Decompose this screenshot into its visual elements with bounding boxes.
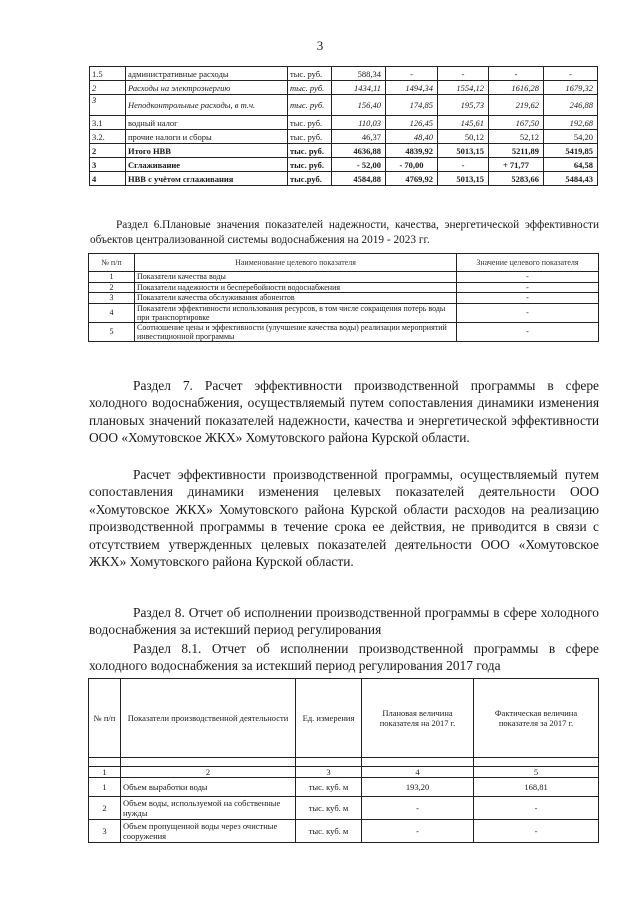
row-fact: 168,81 [474, 778, 599, 797]
header-value: Значение целевого показателя [457, 254, 599, 272]
header-no: № п/п [89, 679, 121, 758]
row-name: Объем выработки воды [121, 778, 296, 797]
row-value: - [457, 303, 599, 322]
row-unit: тыс. руб. [288, 116, 332, 130]
value-2022: 219,62 [489, 95, 544, 116]
row-value: - [457, 282, 599, 293]
value-2022: + 71,77 [489, 158, 544, 172]
column-number: 5 [474, 767, 599, 778]
row-name: прочие налоги и сборы [126, 130, 288, 144]
value-2022: - [489, 67, 544, 81]
section-8-heading: Раздел 8. Отчет об исполнении производственной программы в сфере холодного водоснабжения за истекший период регулирования [89, 605, 599, 638]
row-name: Объем воды, используемой на собственные нужды [121, 797, 296, 820]
value-2023: 246,88 [544, 95, 598, 116]
table-row [89, 797, 599, 820]
header-no: № п/п [89, 254, 135, 272]
value-2019: 156,40 [332, 95, 386, 116]
row-number: 3 [90, 158, 126, 172]
value-2023: 5484,43 [544, 172, 598, 186]
row-number: 2 [90, 81, 126, 95]
table-row [90, 95, 598, 116]
value-2023: 1679,32 [544, 81, 598, 95]
row-name: административные расходы [126, 67, 288, 81]
row-unit: тыс. руб. [288, 144, 332, 158]
column-numbers-row [89, 767, 599, 778]
row-number: 1.5 [90, 67, 126, 81]
row-name: водный налог [126, 116, 288, 130]
header-plan: Плановая величина показателя на 2017 г. [362, 679, 474, 758]
table-row [90, 116, 598, 130]
row-value: - [457, 293, 599, 304]
row-name: Итого НВВ [126, 144, 288, 158]
row-name: Сглаживание [126, 158, 288, 172]
value-2021: 5013,15 [438, 144, 489, 158]
table-row [90, 144, 598, 158]
table-row [89, 293, 599, 304]
row-name: Неподконтрольные расходы, в т.ч. [126, 95, 288, 116]
value-2020: - 70,00 [386, 158, 438, 172]
header-fact: Фактическая величина показателя за 2017 г. [474, 679, 599, 758]
table-row [89, 322, 599, 341]
row-number: 5 [89, 322, 135, 341]
header-name: Наименование целевого показателя [135, 254, 457, 272]
row-plan: - [362, 797, 474, 820]
row-number: 1 [89, 272, 135, 283]
value-2019: 1434,11 [332, 81, 386, 95]
row-number: 2 [89, 282, 135, 293]
row-plan: 193,20 [362, 778, 474, 797]
row-number: 3.2. [90, 130, 126, 144]
production-report-table [88, 678, 599, 843]
row-fact: - [474, 797, 599, 820]
table-row [90, 130, 598, 144]
value-2023: 5419,85 [544, 144, 598, 158]
value-2023: 54,20 [544, 130, 598, 144]
section-7-text: Расчет эффективности производственной программы, осуществляемый путем сопоставления динамики изменения целевых показателей деятельности ООО «Хомутовское ЖКХ» Хомутовского района Курской области расходов на реализацию производственной программы в течение срока ее действия, не приводится в связи с отсутствием утвержденных целевых показателей деятельности ООО «Хомутовское ЖКХ» Хомутовского района Курской области. [89, 467, 599, 570]
row-value: - [457, 272, 599, 283]
value-2020: 4769,92 [386, 172, 438, 186]
value-2019: 46,37 [332, 130, 386, 144]
row-number: 2 [89, 797, 121, 820]
row-number: 3 [89, 820, 121, 843]
column-number: 1 [89, 767, 121, 778]
value-2021: 145,61 [438, 116, 489, 130]
table-header-row [89, 679, 599, 758]
value-2020: 126,45 [386, 116, 438, 130]
value-2021: 1554,12 [438, 81, 489, 95]
value-2019: 4584,88 [332, 172, 386, 186]
table-header-row [89, 254, 599, 272]
target-indicators-table [88, 253, 599, 342]
value-2020: 48,40 [386, 130, 438, 144]
column-number: 4 [362, 767, 474, 778]
row-name: Показатели качества воды [135, 272, 457, 283]
value-2023: - [544, 67, 598, 81]
row-number: 3 [89, 293, 135, 304]
spacer-row [89, 758, 599, 767]
row-name: Соотношение цены и эффективности (улучшение качества воды) реализации мероприятий инвестиционной программы [135, 322, 457, 341]
table-row [90, 158, 598, 172]
row-number: 4 [89, 303, 135, 322]
page-number: 3 [316, 38, 324, 53]
row-unit: тыс. руб. [288, 158, 332, 172]
row-fact: - [474, 820, 599, 843]
value-2022: 5211,89 [489, 144, 544, 158]
row-plan: - [362, 820, 474, 843]
value-2021: - [438, 158, 489, 172]
table-row [89, 820, 599, 843]
row-number: 3 [90, 95, 126, 116]
header-name: Показатели производственной деятельности [121, 679, 296, 758]
value-2023: 64,58 [544, 158, 598, 172]
row-name: Объем пропущенной воды через очистные сооружения [121, 820, 296, 843]
row-unit: тыс. руб. [288, 95, 332, 116]
row-value: - [457, 322, 599, 341]
value-2021: - [438, 67, 489, 81]
row-unit: тыс. руб. [288, 81, 332, 95]
row-name: Показатели качества обслуживания абонентов [135, 293, 457, 304]
section-7-heading: Раздел 7. Расчет эффективности производственной программы в сфере холодного водоснабжения, осуществляемый путем сопоставления динамики изменения плановых значений показателей надежности, качества и энергетической эффективности ООО «Хомутовское ЖКХ» Хомутовского района Курской области. [89, 378, 599, 446]
value-2023: 192,68 [544, 116, 598, 130]
column-number: 3 [296, 767, 362, 778]
row-number: 1 [89, 778, 121, 797]
value-2020: 1494,34 [386, 81, 438, 95]
row-number: 4 [90, 172, 126, 186]
table-row [89, 778, 599, 797]
row-unit: тыс. руб. [288, 67, 332, 81]
section-6-heading: Раздел 6.Плановые значения показателей надежности, качества, энергетической эффективности объектов централизованной системы водоснабжения на 2019 - 2023 гг. [90, 219, 599, 246]
row-name: Показатели эффективности использования ресурсов, в том числе сокращения потерь воды при транспортировке [135, 303, 457, 322]
row-name: Показатели надежности и бесперебойности водоснабжения [135, 282, 457, 293]
row-name: НВВ с учётом сглаживания [126, 172, 288, 186]
value-2021: 195,73 [438, 95, 489, 116]
table-row [90, 67, 598, 81]
row-number: 3.1 [90, 116, 126, 130]
row-unit: тыс. руб. [288, 130, 332, 144]
table-row [89, 272, 599, 283]
value-2022: 52,12 [489, 130, 544, 144]
value-2019: 588,34 [332, 67, 386, 81]
column-number: 2 [121, 767, 296, 778]
value-2019: 110,03 [332, 116, 386, 130]
row-unit: тыс. куб. м [296, 778, 362, 797]
value-2022: 5283,66 [489, 172, 544, 186]
row-unit: тыс.руб. [288, 172, 332, 186]
row-name: Расходы на электроэнергию [126, 81, 288, 95]
value-2022: 1616,28 [489, 81, 544, 95]
value-2021: 50,12 [438, 130, 489, 144]
value-2021: 5013,15 [438, 172, 489, 186]
value-2022: 167,50 [489, 116, 544, 130]
value-2020: 4839,92 [386, 144, 438, 158]
table-row [90, 81, 598, 95]
header-unit: Ед. измерения [296, 679, 362, 758]
table-row [89, 282, 599, 293]
table-row [89, 303, 599, 322]
value-2020: - [386, 67, 438, 81]
row-unit: тыс. куб. м [296, 797, 362, 820]
value-2020: 174,85 [386, 95, 438, 116]
value-2019: 4636,88 [332, 144, 386, 158]
row-number: 2 [90, 144, 126, 158]
section-8-1-heading: Раздел 8.1. Отчет об исполнении производственной программы в сфере холодного водоснабжения за истекший период регулирования 2017 года [89, 641, 599, 674]
table-row [90, 172, 598, 186]
value-2019: - 52,00 [332, 158, 386, 172]
row-unit: тыс. куб. м [296, 820, 362, 843]
expenses-table [89, 66, 598, 186]
